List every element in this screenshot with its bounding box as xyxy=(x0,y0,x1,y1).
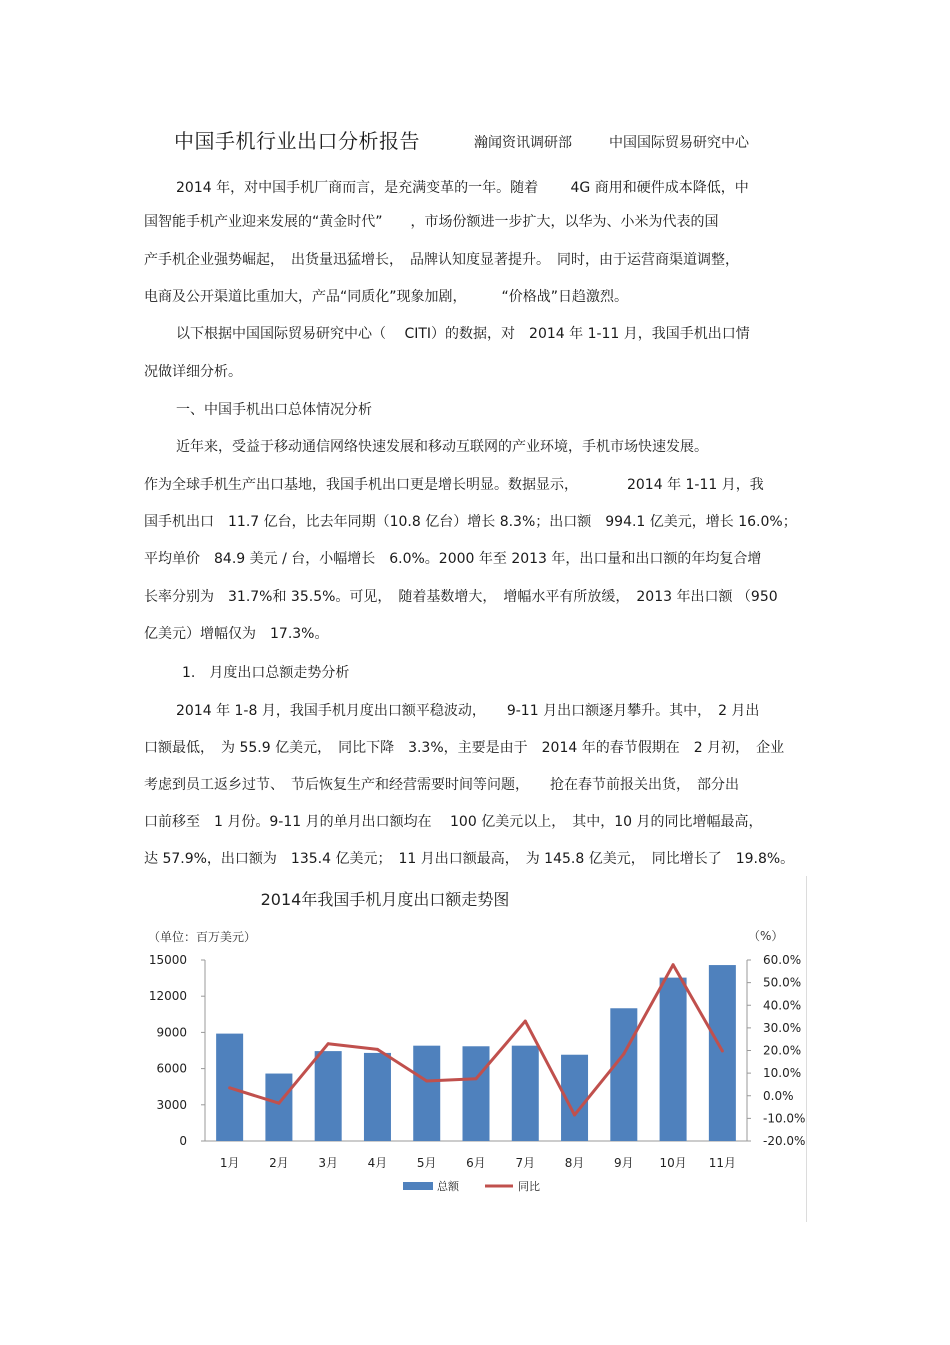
body-line: 一、中国手机出口总体情况分析 xyxy=(176,402,372,418)
bar-total xyxy=(610,1008,637,1141)
bar-total xyxy=(512,1046,539,1141)
bar-total xyxy=(413,1046,440,1141)
line-yoy-point xyxy=(277,1102,280,1105)
y-right-unit-label: （%） xyxy=(748,929,784,943)
body-line: 长率分别为 31.7%和 35.5%。可见， 随着基数增大， 增幅水平有所放缓， 2013 年出口额 （950 xyxy=(144,589,778,605)
line-yoy-point xyxy=(228,1086,231,1089)
y-left-tick-label: 6000 xyxy=(156,1061,187,1076)
y-right-tick-label: 0.0% xyxy=(763,1088,794,1103)
body-line: 近年来，受益于移动通信网络快速发展和移动互联网的产业环境，手机市场快速发展。 xyxy=(176,439,708,455)
line-yoy-point xyxy=(376,1048,379,1051)
y-right-tick-label: -10.0% xyxy=(763,1111,806,1126)
body-line: 考虑到员工返乡过节、 节后恢复生产和经营需要时间等问题， 抢在春节前报关出货， 部分出 xyxy=(144,777,739,793)
body-line: 达 57.9%，出口额为 135.4 亿美元； 11 月出口额最高， 为 145.8 亿美元， 同比增长了 19.8%。 xyxy=(144,851,795,867)
y-right-tick-label: 50.0% xyxy=(763,975,802,990)
legend-bar-swatch xyxy=(403,1182,433,1190)
chart-title: 2014年我国手机月度出口额走势图 xyxy=(260,890,510,909)
body-line: 平均单价 84.9 美元 / 台，小幅增长 6.0%。2000 年至 2013 年，出口量和出口额的年均复合增 xyxy=(144,551,762,567)
body-line: 况做详细分析。 xyxy=(144,364,242,380)
y-left-tick-label: 12000 xyxy=(148,989,187,1004)
body-line: 亿美元）增幅仅为 17.3%。 xyxy=(144,626,329,642)
line-yoy-point xyxy=(524,1020,527,1023)
report-header xyxy=(174,126,814,158)
body-line: 2014 年 1-8 月，我国手机月度出口额平稳波动， 9-11 月出口额逐月攀升。其中， 2 月出 xyxy=(176,703,760,719)
x-tick-label: 11月 xyxy=(708,1156,737,1170)
x-tick-label: 3月 xyxy=(318,1156,339,1170)
y-left-tick-label: 15000 xyxy=(148,953,187,967)
line-yoy-point xyxy=(672,963,675,966)
line-yoy-point xyxy=(425,1080,428,1083)
monthly-export-chart xyxy=(140,876,810,1226)
body-line: 电商及公开渠道比重加大，产品“同质化”现象加剧， “价格战”日趋激烈。 xyxy=(144,289,629,305)
x-tick-label: 8月 xyxy=(564,1156,585,1170)
body-line: 口额最低， 为 55.9 亿美元， 同比下降 3.3%，主要是由于 2014 年的春节假期在 2 月初， 企业 xyxy=(144,740,785,756)
x-tick-label: 7月 xyxy=(515,1156,536,1170)
line-yoy-point xyxy=(327,1042,330,1045)
x-tick-label: 5月 xyxy=(416,1156,437,1170)
line-yoy-point xyxy=(622,1052,625,1055)
y-right-tick-label: 30.0% xyxy=(763,1020,802,1035)
report-title: 中国手机行业出口分析报告 xyxy=(174,129,420,153)
y-left-tick-label: 9000 xyxy=(156,1025,187,1040)
y-left-unit-label: （单位：百万美元） xyxy=(148,930,257,944)
bar-total xyxy=(660,978,687,1141)
body-line: 1. 月度出口总额走势分析 xyxy=(182,665,350,681)
y-right-tick-label: 60.0% xyxy=(763,953,802,967)
bar-total xyxy=(265,1074,292,1141)
bar-total xyxy=(315,1051,342,1141)
body-line: 口前移至 1 月份。9-11 月的单月出口额均在 100 亿美元以上， 其中，10 月的同比增幅最高， xyxy=(144,814,763,830)
y-right-tick-label: 20.0% xyxy=(763,1043,802,1058)
x-tick-label: 2月 xyxy=(269,1156,289,1170)
report-org-dept: 瀚闻资讯调研部 xyxy=(474,135,572,151)
x-tick-label: 10月 xyxy=(659,1156,687,1170)
body-line: 产手机企业强势崛起， 出货量迅猛增长， 品牌认知度显著提升。 同时，由于运营商渠道调整， xyxy=(144,252,739,268)
chart-border-line xyxy=(806,876,807,1222)
x-tick-label: 9月 xyxy=(613,1156,634,1170)
line-yoy-point xyxy=(573,1113,576,1116)
body-line: 2014 年，对中国手机厂商而言，是充满变革的一年。随着 4G 商用和硬件成本降低，中 xyxy=(176,180,749,196)
body-line: 以下根据中国国际贸易研究中心（ CITI）的数据，对 2014 年 1-11 月，我国手机出口情 xyxy=(176,326,750,342)
y-right-tick-label: 40.0% xyxy=(763,998,802,1013)
bar-total xyxy=(463,1046,490,1141)
y-right-tick-label: -20.0% xyxy=(763,1134,806,1148)
x-tick-label: 6月 xyxy=(466,1156,486,1170)
bar-total xyxy=(364,1053,391,1141)
line-yoy-point xyxy=(475,1077,478,1080)
body-line: 作为全球手机生产出口基地，我国手机出口更是增长明显。数据显示， 2014 年 1-11 月，我 xyxy=(144,477,764,493)
y-right-tick-label: 10.0% xyxy=(763,1066,802,1081)
line-yoy-point xyxy=(721,1049,724,1052)
bar-total xyxy=(709,965,736,1141)
body-line: 国手机出口 11.7 亿台，比去年同期（10.8 亿台）增长 8.3%；出口额 994.1 亿美元，增长 16.0%； xyxy=(144,514,797,530)
legend-bar-label: 总额 xyxy=(437,1180,459,1193)
body-line: 国智能手机产业迎来发展的“黄金时代” ，市场份额进一步扩大，以华为、小米为代表的国 xyxy=(144,214,719,230)
y-left-tick-label: 3000 xyxy=(156,1097,187,1112)
x-tick-label: 1月 xyxy=(219,1156,240,1170)
chart-svg xyxy=(140,876,810,1226)
y-left-tick-label: 0 xyxy=(179,1134,187,1148)
report-org-center: 中国国际贸易研究中心 xyxy=(609,135,749,151)
x-tick-label: 4月 xyxy=(367,1156,388,1170)
legend-line-label: 同比 xyxy=(518,1180,540,1193)
